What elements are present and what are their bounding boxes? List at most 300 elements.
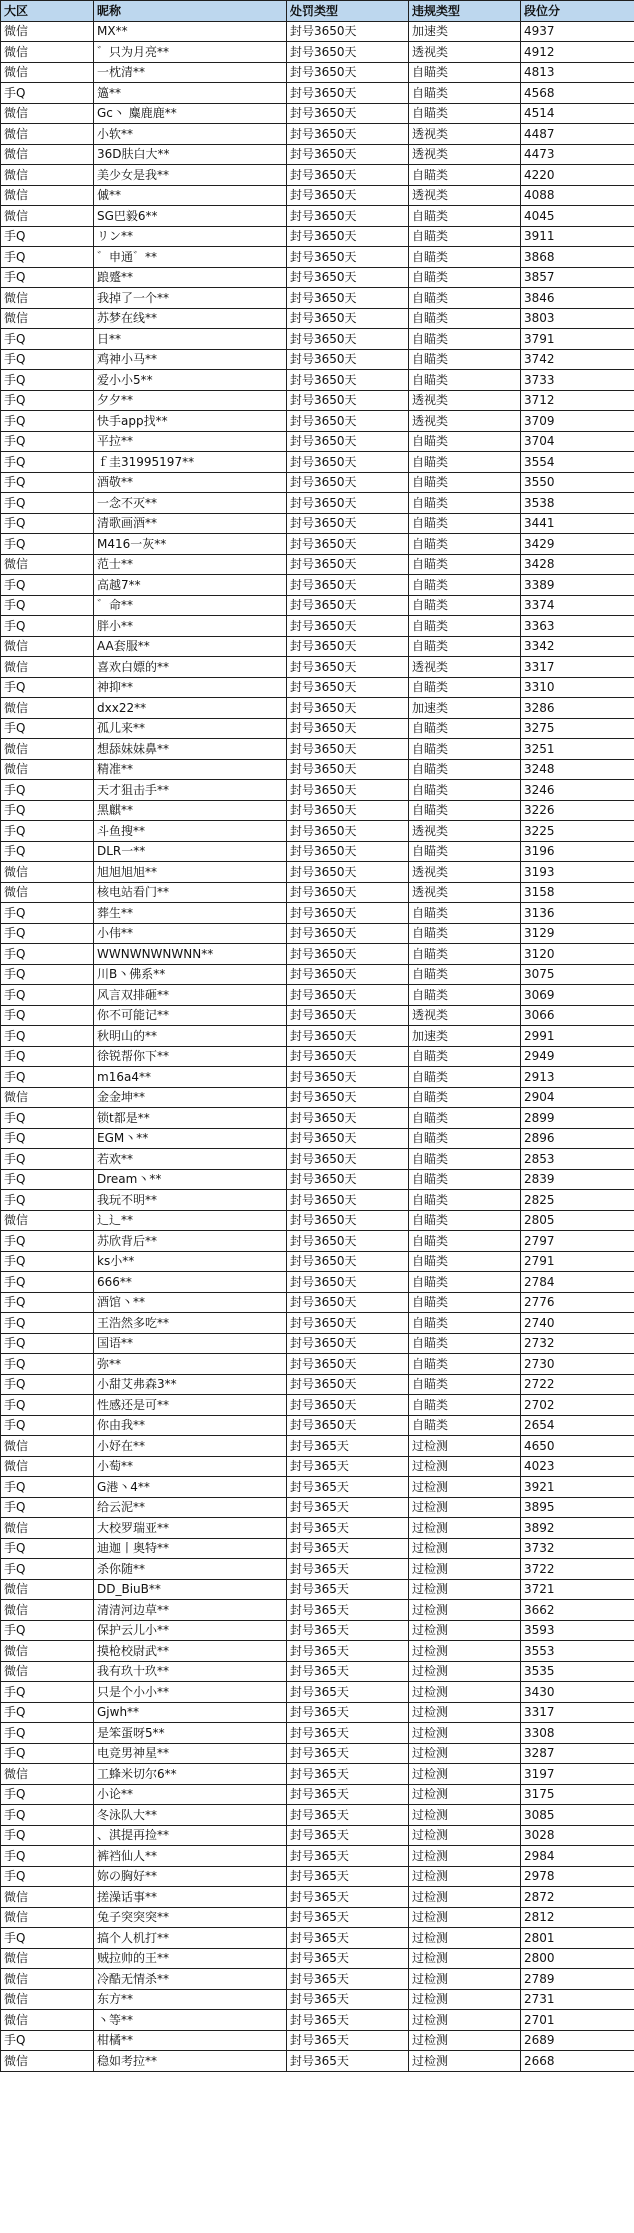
nickname-cell: 徐锐帮你下**	[94, 1046, 287, 1067]
region-cell: 手Q	[1, 1866, 94, 1887]
table-row	[1, 800, 634, 821]
rank-score-cell: 4937	[521, 21, 634, 42]
region-cell: 手Q	[1, 677, 94, 698]
rank-score-cell: 2789	[521, 1969, 634, 1990]
violation-type-cell: 自瞄类	[409, 1251, 521, 1272]
region-cell: 微信	[1, 1907, 94, 1928]
violation-type-cell: 自瞄类	[409, 1231, 521, 1252]
violation-type-cell: 自瞄类	[409, 267, 521, 288]
region-cell: 手Q	[1, 247, 94, 268]
violation-type-cell: 过检测	[409, 1723, 521, 1744]
penalty-type-cell: 封号365天	[287, 1846, 409, 1867]
table-row	[1, 1251, 634, 1272]
table-row	[1, 329, 634, 350]
nickname-cell: 一念不灭**	[94, 493, 287, 514]
rank-score-cell: 2732	[521, 1333, 634, 1354]
nickname-cell: 辶辶**	[94, 1210, 287, 1231]
nickname-cell: 工蜂米切尔6**	[94, 1764, 287, 1785]
violation-type-cell: 加速类	[409, 1026, 521, 1047]
penalty-type-cell: 封号365天	[287, 1538, 409, 1559]
table-row	[1, 1600, 634, 1621]
region-cell: 微信	[1, 185, 94, 206]
violation-type-cell: 自瞄类	[409, 923, 521, 944]
table-row	[1, 1108, 634, 1129]
penalty-type-cell: 封号365天	[287, 1948, 409, 1969]
rank-score-cell: 2654	[521, 1415, 634, 1436]
nickname-cell: 兔子突突突**	[94, 1907, 287, 1928]
penalty-type-cell: 封号3650天	[287, 226, 409, 247]
table-row	[1, 1825, 634, 1846]
penalty-type-cell: 封号365天	[287, 1928, 409, 1949]
rank-score-cell: 2872	[521, 1887, 634, 1908]
rank-score-cell: 3662	[521, 1600, 634, 1621]
violation-type-cell: 过检测	[409, 1764, 521, 1785]
violation-type-cell: 自瞄类	[409, 308, 521, 329]
table-row	[1, 1128, 634, 1149]
table-row	[1, 1989, 634, 2010]
rank-score-cell: 3550	[521, 472, 634, 493]
violation-type-cell: 透视类	[409, 821, 521, 842]
nickname-cell: 日**	[94, 329, 287, 350]
penalty-type-cell: 封号3650天	[287, 780, 409, 801]
penalty-type-cell: 封号3650天	[287, 329, 409, 350]
nickname-cell: 平拉**	[94, 431, 287, 452]
rank-score-cell: 2853	[521, 1149, 634, 1170]
violation-type-cell: 自瞄类	[409, 1149, 521, 1170]
violation-type-cell: 过检测	[409, 1497, 521, 1518]
table-row	[1, 1866, 634, 1887]
table-row	[1, 1354, 634, 1375]
table-row	[1, 1969, 634, 1990]
nickname-cell: 小萄**	[94, 1456, 287, 1477]
nickname-cell: 冷酷无情杀**	[94, 1969, 287, 1990]
rank-score-cell: 2825	[521, 1190, 634, 1211]
table-row	[1, 1702, 634, 1723]
nickname-cell: 喜欢白嫖的**	[94, 657, 287, 678]
penalty-type-cell: 封号3650天	[287, 616, 409, 637]
region-cell: 微信	[1, 554, 94, 575]
penalty-type-cell: 封号3650天	[287, 308, 409, 329]
nickname-cell: ゛命**	[94, 595, 287, 616]
rank-score-cell: 4912	[521, 42, 634, 63]
violation-type-cell: 自瞄类	[409, 349, 521, 370]
region-cell: 微信	[1, 862, 94, 883]
penalty-type-cell: 封号3650天	[287, 944, 409, 965]
table-body	[1, 21, 634, 2071]
violation-type-cell: 自瞄类	[409, 513, 521, 534]
penalty-type-cell: 封号3650天	[287, 288, 409, 309]
rank-score-cell: 3028	[521, 1825, 634, 1846]
penalty-type-cell: 封号3650天	[287, 1231, 409, 1252]
region-cell: 手Q	[1, 1743, 94, 1764]
penalty-type-cell: 封号3650天	[287, 206, 409, 227]
table-row	[1, 206, 634, 227]
rank-score-cell: 3722	[521, 1559, 634, 1580]
violation-type-cell: 透视类	[409, 882, 521, 903]
violation-type-cell: 自瞄类	[409, 247, 521, 268]
violation-type-cell: 自瞄类	[409, 472, 521, 493]
table-row	[1, 2010, 634, 2031]
table-row	[1, 1456, 634, 1477]
penalty-type-cell: 封号3650天	[287, 800, 409, 821]
rank-score-cell: 3197	[521, 1764, 634, 1785]
nickname-cell: 保护云儿小**	[94, 1620, 287, 1641]
penalty-type-cell: 封号3650天	[287, 349, 409, 370]
region-cell: 手Q	[1, 1477, 94, 1498]
table-row	[1, 288, 634, 309]
violation-type-cell: 自瞄类	[409, 1374, 521, 1395]
table-row	[1, 83, 634, 104]
table-row	[1, 1579, 634, 1600]
penalty-type-cell: 封号3650天	[287, 411, 409, 432]
penalty-type-cell: 封号3650天	[287, 1005, 409, 1026]
penalty-type-cell: 封号3650天	[287, 513, 409, 534]
region-cell: 手Q	[1, 1620, 94, 1641]
penalty-type-cell: 封号365天	[287, 1436, 409, 1457]
penalty-type-cell: 封号3650天	[287, 903, 409, 924]
rank-score-cell: 3791	[521, 329, 634, 350]
violation-type-cell: 过检测	[409, 1456, 521, 1477]
table-row	[1, 165, 634, 186]
violation-type-cell: 过检测	[409, 1887, 521, 1908]
penalty-type-cell: 封号365天	[287, 1743, 409, 1764]
violation-type-cell: 过检测	[409, 1518, 521, 1539]
table-row	[1, 1497, 634, 1518]
rank-score-cell: 2791	[521, 1251, 634, 1272]
penalty-type-cell: 封号3650天	[287, 390, 409, 411]
nickname-cell: 贼拉帅的王**	[94, 1948, 287, 1969]
rank-score-cell: 3732	[521, 1538, 634, 1559]
nickname-cell: 我掉了一个**	[94, 288, 287, 309]
region-cell: 微信	[1, 1579, 94, 1600]
penalty-type-cell: 封号365天	[287, 1641, 409, 1662]
header-violation-type: 违规类型	[409, 1, 521, 22]
nickname-cell: 电竞男神星**	[94, 1743, 287, 1764]
rank-score-cell: 2776	[521, 1292, 634, 1313]
nickname-cell: 搞个人机打**	[94, 1928, 287, 1949]
nickname-cell: 妳の胸好**	[94, 1866, 287, 1887]
rank-score-cell: 3066	[521, 1005, 634, 1026]
penalty-type-cell: 封号3650天	[287, 575, 409, 596]
violation-type-cell: 过检测	[409, 1784, 521, 1805]
table-row	[1, 1743, 634, 1764]
rank-score-cell: 2991	[521, 1026, 634, 1047]
nickname-cell: 旭旭旭旭**	[94, 862, 287, 883]
table-row	[1, 862, 634, 883]
region-cell: 手Q	[1, 431, 94, 452]
rank-score-cell: 2701	[521, 2010, 634, 2031]
region-cell: 手Q	[1, 985, 94, 1006]
violation-type-cell: 自瞄类	[409, 1313, 521, 1334]
penalty-type-cell: 封号3650天	[287, 677, 409, 698]
rank-score-cell: 3085	[521, 1805, 634, 1826]
rank-score-cell: 3120	[521, 944, 634, 965]
violation-type-cell: 过检测	[409, 1579, 521, 1600]
violation-type-cell: 过检测	[409, 2051, 521, 2072]
nickname-cell: 36D肤白大**	[94, 144, 287, 165]
rank-score-cell: 2899	[521, 1108, 634, 1129]
rank-score-cell: 2812	[521, 1907, 634, 1928]
rank-score-cell: 3892	[521, 1518, 634, 1539]
table-row	[1, 1210, 634, 1231]
penalty-type-cell: 封号365天	[287, 1723, 409, 1744]
nickname-cell: 胖小**	[94, 616, 287, 637]
region-cell: 手Q	[1, 390, 94, 411]
table-row	[1, 472, 634, 493]
penalty-type-cell: 封号3650天	[287, 534, 409, 555]
table-row	[1, 1661, 634, 1682]
nickname-cell: 小论**	[94, 1784, 287, 1805]
rank-score-cell: 2797	[521, 1231, 634, 1252]
table-row	[1, 1620, 634, 1641]
region-cell: 手Q	[1, 1702, 94, 1723]
region-cell: 手Q	[1, 1497, 94, 1518]
table-row	[1, 739, 634, 760]
penalty-type-cell: 封号3650天	[287, 1190, 409, 1211]
violation-type-cell: 过检测	[409, 1702, 521, 1723]
table-row	[1, 1415, 634, 1436]
table-row	[1, 1149, 634, 1170]
penalty-type-cell: 封号365天	[287, 1969, 409, 1990]
nickname-cell: 高越7**	[94, 575, 287, 596]
region-cell: 微信	[1, 165, 94, 186]
rank-score-cell: 3275	[521, 718, 634, 739]
violation-type-cell: 自瞄类	[409, 739, 521, 760]
penalty-type-cell: 封号3650天	[287, 42, 409, 63]
penalty-type-cell: 封号365天	[287, 2051, 409, 2072]
violation-type-cell: 自瞄类	[409, 165, 521, 186]
violation-type-cell: 自瞄类	[409, 800, 521, 821]
rank-score-cell: 3136	[521, 903, 634, 924]
region-cell: 手Q	[1, 718, 94, 739]
violation-type-cell: 自瞄类	[409, 103, 521, 124]
penalty-type-cell: 封号365天	[287, 1702, 409, 1723]
violation-type-cell: 自瞄类	[409, 985, 521, 1006]
violation-type-cell: 自瞄类	[409, 841, 521, 862]
region-cell: 手Q	[1, 1354, 94, 1375]
region-cell: 微信	[1, 1210, 94, 1231]
table-row	[1, 780, 634, 801]
penalty-type-cell: 封号3650天	[287, 657, 409, 678]
table-row	[1, 226, 634, 247]
nickname-cell: WWNWNWNWNN**	[94, 944, 287, 965]
nickname-cell: G港丶4**	[94, 1477, 287, 1498]
violation-type-cell: 透视类	[409, 411, 521, 432]
region-cell: 微信	[1, 2051, 94, 2072]
region-cell: 微信	[1, 698, 94, 719]
penalty-type-cell: 封号365天	[287, 1682, 409, 1703]
table-row	[1, 2051, 634, 2072]
table-row	[1, 575, 634, 596]
rank-score-cell: 3429	[521, 534, 634, 555]
violation-type-cell: 自瞄类	[409, 575, 521, 596]
table-row	[1, 1784, 634, 1805]
nickname-cell: 鸡神小马**	[94, 349, 287, 370]
nickname-cell: 杀你随**	[94, 1559, 287, 1580]
rank-score-cell: 3846	[521, 288, 634, 309]
penalty-type-cell: 封号3650天	[287, 1087, 409, 1108]
penalty-type-cell: 封号3650天	[287, 124, 409, 145]
table-row	[1, 1764, 634, 1785]
nickname-cell: 葬生**	[94, 903, 287, 924]
nickname-cell: 你不可能记**	[94, 1005, 287, 1026]
rank-score-cell: 3553	[521, 1641, 634, 1662]
nickname-cell: 摸枪校尉武**	[94, 1641, 287, 1662]
table-row	[1, 636, 634, 657]
header-nickname: 昵称	[94, 1, 287, 22]
region-cell: 手Q	[1, 370, 94, 391]
rank-score-cell: 3287	[521, 1743, 634, 1764]
nickname-cell: 苏梦在线**	[94, 308, 287, 329]
rank-score-cell: 3075	[521, 964, 634, 985]
violation-type-cell: 自瞄类	[409, 1087, 521, 1108]
rank-score-cell: 3196	[521, 841, 634, 862]
penalty-type-cell: 封号3650天	[287, 83, 409, 104]
region-cell: 手Q	[1, 1538, 94, 1559]
table-row	[1, 1169, 634, 1190]
nickname-cell: 我有玖十玖**	[94, 1661, 287, 1682]
region-cell: 手Q	[1, 1374, 94, 1395]
nickname-cell: 小甜艾弗森3**	[94, 1374, 287, 1395]
header-rank-score: 段位分	[521, 1, 634, 22]
penalty-type-cell: 封号3650天	[287, 267, 409, 288]
table-row	[1, 1087, 634, 1108]
rank-score-cell: 3430	[521, 1682, 634, 1703]
rank-score-cell: 3342	[521, 636, 634, 657]
rank-score-cell: 3535	[521, 1661, 634, 1682]
violation-type-cell: 自瞄类	[409, 616, 521, 637]
rank-score-cell: 3251	[521, 739, 634, 760]
region-cell: 手Q	[1, 1415, 94, 1436]
table-row	[1, 964, 634, 985]
table-row	[1, 1538, 634, 1559]
region-cell: 手Q	[1, 1231, 94, 1252]
penalty-type-cell: 封号3650天	[287, 1374, 409, 1395]
region-cell: 手Q	[1, 349, 94, 370]
region-cell: 手Q	[1, 1805, 94, 1826]
table-row	[1, 144, 634, 165]
table-row	[1, 718, 634, 739]
nickname-cell: m16a4**	[94, 1067, 287, 1088]
violation-type-cell: 自瞄类	[409, 964, 521, 985]
rank-score-cell: 2800	[521, 1948, 634, 1969]
region-cell: 手Q	[1, 1559, 94, 1580]
penalty-type-cell: 封号3650天	[287, 1333, 409, 1354]
penalty-type-cell: 封号3650天	[287, 985, 409, 1006]
violation-type-cell: 自瞄类	[409, 903, 521, 924]
table-row	[1, 1026, 634, 1047]
nickname-cell: 范士**	[94, 554, 287, 575]
nickname-cell: 核电站看门**	[94, 882, 287, 903]
penalty-type-cell: 封号365天	[287, 1887, 409, 1908]
table-row	[1, 882, 634, 903]
region-cell: 手Q	[1, 1169, 94, 1190]
table-row	[1, 1805, 634, 1826]
nickname-cell: 苏欣背后**	[94, 1231, 287, 1252]
region-cell: 手Q	[1, 1928, 94, 1949]
nickname-cell: M416一灰**	[94, 534, 287, 555]
table-row	[1, 1846, 634, 1867]
region-cell: 手Q	[1, 1149, 94, 1170]
table-row	[1, 1436, 634, 1457]
region-cell: 微信	[1, 1764, 94, 1785]
table-row	[1, 1887, 634, 1908]
penalty-type-cell: 封号365天	[287, 1518, 409, 1539]
penalty-type-cell: 封号3650天	[287, 1272, 409, 1293]
table-row	[1, 452, 634, 473]
region-cell: 微信	[1, 1087, 94, 1108]
violation-type-cell: 自瞄类	[409, 944, 521, 965]
violation-type-cell: 透视类	[409, 42, 521, 63]
penalty-type-cell: 封号3650天	[287, 1415, 409, 1436]
violation-type-cell: 过检测	[409, 1743, 521, 1764]
violation-type-cell: 自瞄类	[409, 780, 521, 801]
penalty-type-cell: 封号3650天	[287, 1169, 409, 1190]
region-cell: 微信	[1, 308, 94, 329]
region-cell: 微信	[1, 1641, 94, 1662]
table-row	[1, 1907, 634, 1928]
region-cell: 手Q	[1, 1128, 94, 1149]
violation-type-cell: 过检测	[409, 1600, 521, 1621]
nickname-cell: 小妤在**	[94, 1436, 287, 1457]
nickname-cell: 神抑**	[94, 677, 287, 698]
penalty-type-cell: 封号3650天	[287, 21, 409, 42]
table-row	[1, 1231, 634, 1252]
header-row	[1, 1, 634, 22]
nickname-cell: 快手app找**	[94, 411, 287, 432]
violation-type-cell: 过检测	[409, 1846, 521, 1867]
nickname-cell: MX**	[94, 21, 287, 42]
region-cell: 微信	[1, 103, 94, 124]
violation-type-cell: 自瞄类	[409, 62, 521, 83]
table-row	[1, 1313, 634, 1334]
rank-score-cell: 3225	[521, 821, 634, 842]
penalty-type-cell: 封号3650天	[287, 1108, 409, 1129]
violation-type-cell: 透视类	[409, 185, 521, 206]
nickname-cell: 酒馆丶**	[94, 1292, 287, 1313]
rank-score-cell: 2913	[521, 1067, 634, 1088]
rank-score-cell: 3921	[521, 1477, 634, 1498]
nickname-cell: 黑麒**	[94, 800, 287, 821]
penalty-type-cell: 封号365天	[287, 1989, 409, 2010]
rank-score-cell: 4487	[521, 124, 634, 145]
rank-score-cell: 3709	[521, 411, 634, 432]
rank-score-cell: 3868	[521, 247, 634, 268]
violation-type-cell: 过检测	[409, 1682, 521, 1703]
rank-score-cell: 3286	[521, 698, 634, 719]
penalty-type-cell: 封号3650天	[287, 636, 409, 657]
penalty-type-cell: 封号3650天	[287, 739, 409, 760]
penalty-type-cell: 封号3650天	[287, 1313, 409, 1334]
nickname-cell: 王浩然多吃**	[94, 1313, 287, 1334]
nickname-cell: 只是个小小**	[94, 1682, 287, 1703]
nickname-cell: 给云泥**	[94, 1497, 287, 1518]
table-row	[1, 985, 634, 1006]
violation-type-cell: 自瞄类	[409, 677, 521, 698]
nickname-cell: AA套服**	[94, 636, 287, 657]
region-cell: 微信	[1, 288, 94, 309]
penalty-type-cell: 封号365天	[287, 1620, 409, 1641]
violation-type-cell: 自瞄类	[409, 554, 521, 575]
nickname-cell: 美少女是我**	[94, 165, 287, 186]
violation-type-cell: 自瞄类	[409, 1333, 521, 1354]
region-cell: 手Q	[1, 1395, 94, 1416]
nickname-cell: リン**	[94, 226, 287, 247]
rank-score-cell: 3069	[521, 985, 634, 1006]
nickname-cell: 一枕清**	[94, 62, 287, 83]
penalty-type-cell: 封号365天	[287, 1456, 409, 1477]
table-row	[1, 698, 634, 719]
